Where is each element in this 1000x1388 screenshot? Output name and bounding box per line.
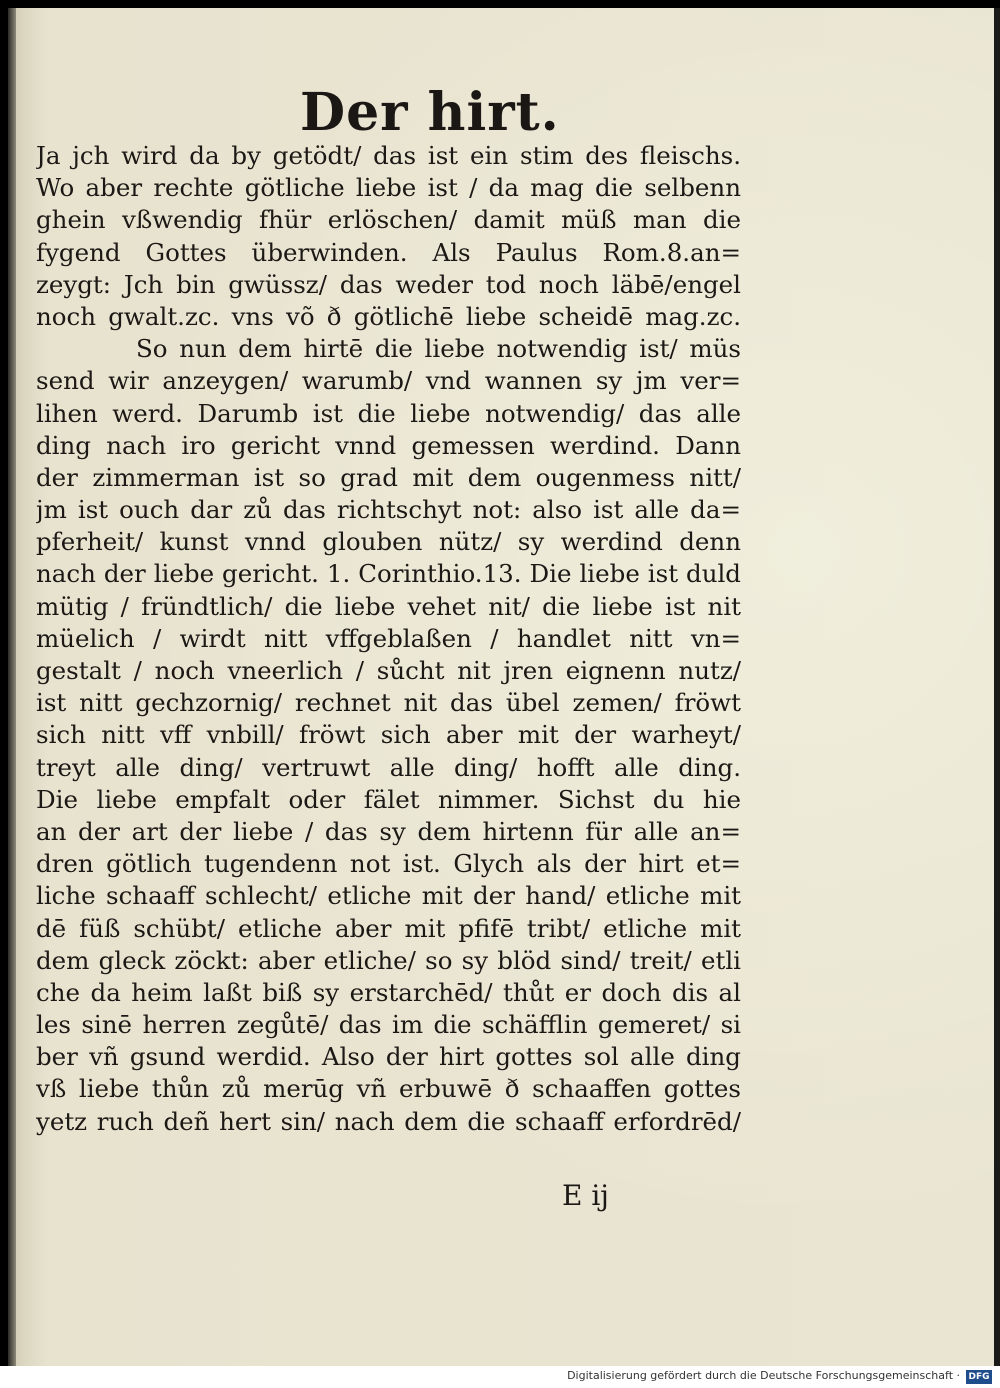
text-line: Ja jch wird da by getödt/ das ist ein stim des fleischs. — [36, 141, 741, 170]
funding-credit: Digitalisierung gefördert durch die Deutsche Forschungsgemeinschaft · — [567, 1369, 960, 1382]
text-line: müelich / wirdt nitt vffgeblaßen / handlet nitt vn= — [36, 623, 741, 653]
text-line: ghein vßwendig fhür erlöschen/ damit müß man die — [36, 205, 741, 235]
dfg-logo: DFG — [966, 1370, 992, 1384]
text-line: treyt alle ding/ vertruwt alle ding/ hofft alle ding. — [36, 752, 741, 782]
text-line: les sinē herren zegůtē/ das im die schäfflin gemeret/ si — [36, 1010, 741, 1040]
text-line: mütig / fründtlich/ die liebe vehet nit/ die liebe ist nit — [36, 591, 741, 621]
text-line: zeygt: Jch bin gwüssz/ das weder tod noch läbē/engel — [36, 269, 741, 299]
text-line: gestalt / noch vneerlich / sůcht nit jren eignenn nutz/ — [36, 656, 741, 685]
running-heading: Der hirt. — [300, 82, 560, 143]
text-line: dē füß schübt/ etliche aber mit pfifē tribt/ etliche mit — [36, 913, 741, 943]
text-line: lihen werd. Darumb ist die liebe notwendig/ das alle — [36, 398, 741, 428]
text-line: dren götlich tugendenn not ist. Glych als der hirt et= — [36, 849, 741, 879]
text-line: sich nitt vff vnbill/ fröwt sich aber mit der warheyt/ — [36, 720, 741, 750]
text-line: liche schaaff schlecht/ etliche mit der hand/ etliche mit — [36, 881, 741, 911]
text-line: ist nitt gechzornig/ rechnet nit das übel zemen/ fröwt — [36, 688, 741, 718]
footer-bar — [0, 1366, 1000, 1388]
text-line: ber vñ gsund werdid. Also der hirt gottes sol alle ding — [36, 1042, 741, 1072]
text-line: nach der liebe gericht. 1. Corinthio.13. Die liebe ist duld — [36, 559, 741, 589]
body-text — [36, 140, 741, 1138]
text-line: jm ist ouch dar zů das richtschyt not: also ist alle da= — [36, 495, 741, 525]
text-line: Die liebe empfalt oder fälet nimmer. Sichst du hie — [36, 784, 741, 814]
text-line: send wir anzeygen/ warumb/ vnd wannen sy jm ver= — [36, 366, 741, 396]
signature-mark: E ij — [562, 1179, 609, 1212]
text-line: So nun dem hirtē die liebe notwendig ist/ müs — [136, 334, 741, 364]
text-line: dem gleck zöckt: aber etliche/ so sy blöd sind/ treit/ etli — [36, 945, 741, 975]
text-line: fygend Gottes überwinden. Als Paulus Rom.8.an= — [36, 237, 741, 267]
page-gutter-shadow — [8, 8, 16, 1366]
text-line: yetz ruch deñ hert sin/ nach dem die schaaff erfordrēd/ — [36, 1106, 741, 1136]
text-line: pferheit/ kunst vnnd glouben nütz/ sy werdind denn — [36, 527, 741, 557]
text-line: Wo aber rechte götliche liebe ist / da mag die selbenn — [36, 173, 741, 203]
text-line: der zimmerman ist so grad mit dem ougenmess nitt/ — [36, 462, 741, 492]
text-line: ding nach iro gericht vnnd gemessen werdind. Dann — [36, 430, 741, 460]
page-right-edge — [994, 8, 1000, 1366]
text-line: noch gwalt.zc. vns võ ð götlichē liebe scheidē mag.zc. — [36, 301, 741, 331]
text-line: che da heim laßt biß sy erstarchēd/ thůt er doch dis al — [36, 977, 741, 1007]
text-line: an der art der liebe / das sy dem hirtenn für alle an= — [36, 816, 741, 846]
text-line: vß liebe thůn zů merūg vñ erbuwē ð schaaffen gottes — [36, 1074, 741, 1104]
